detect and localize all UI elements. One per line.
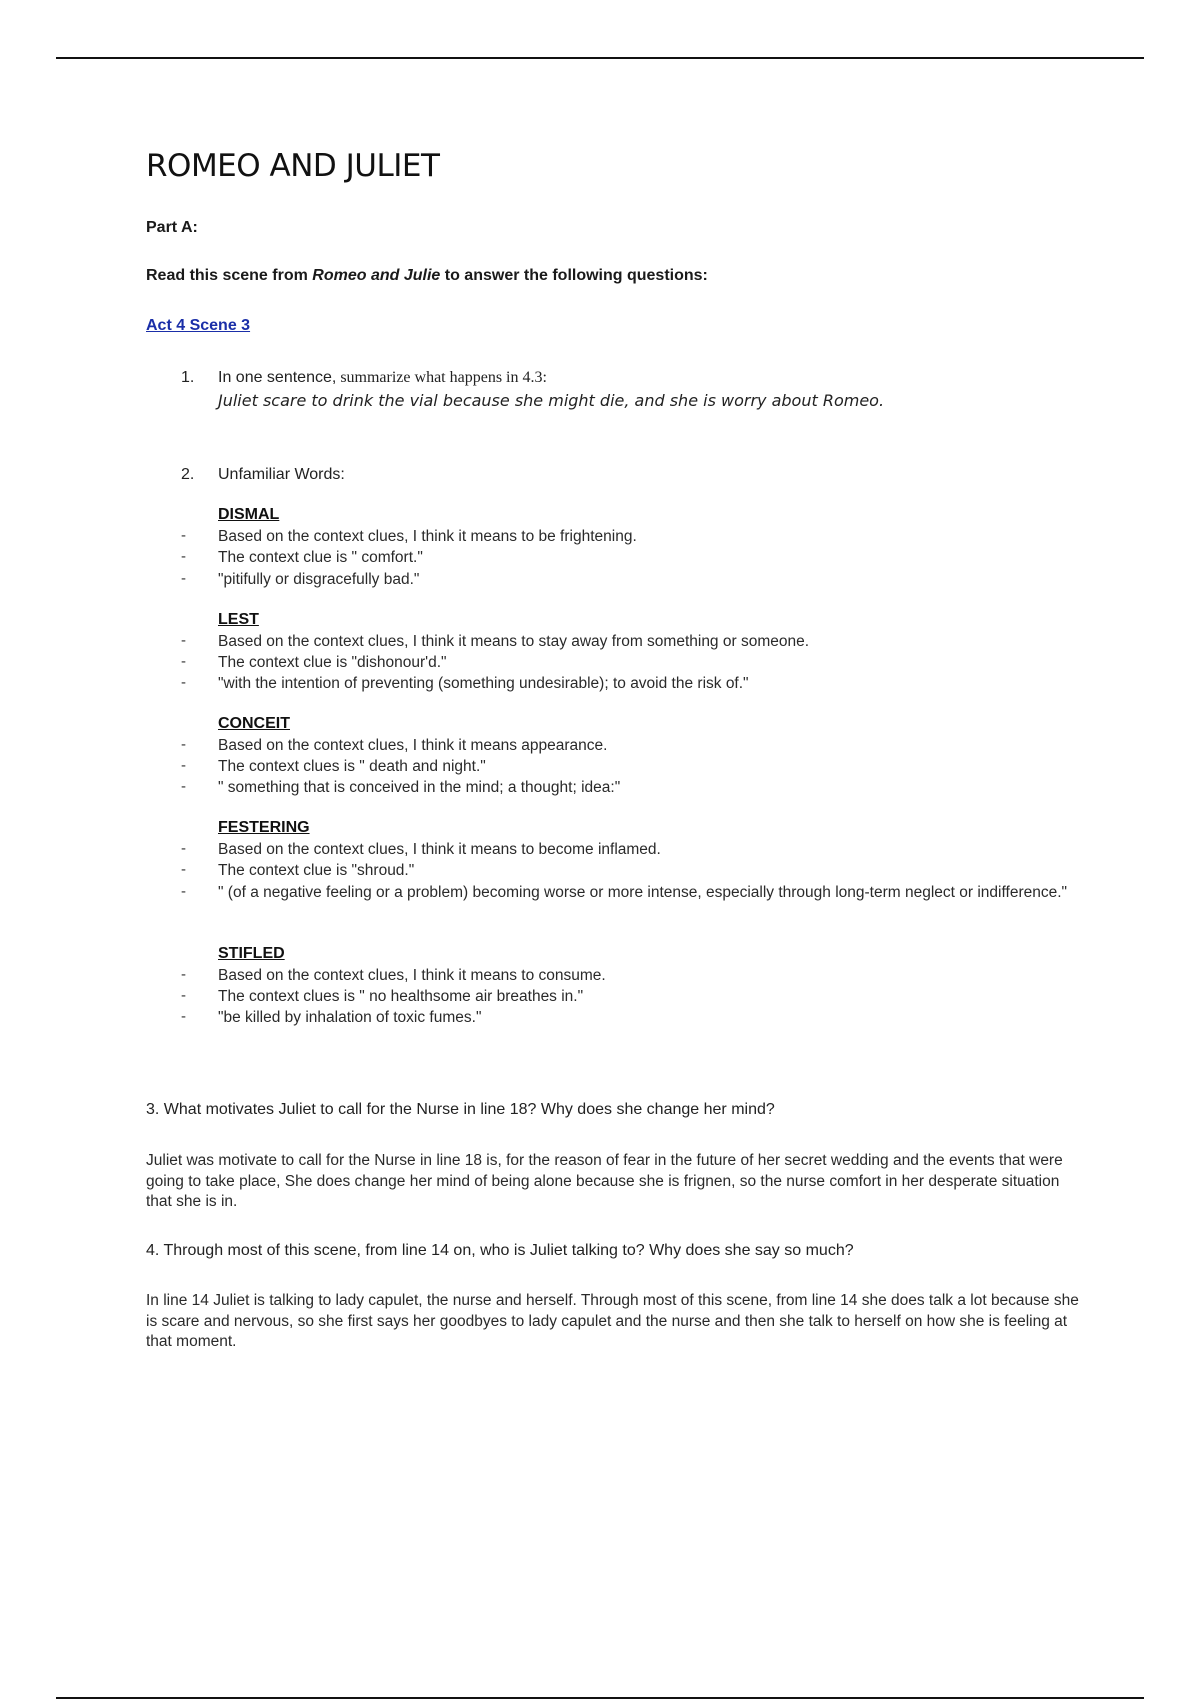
word-bullet: "be killed by inhalation of toxic fumes."	[218, 1009, 482, 1026]
q1-prompt-end: summarize what happens in 4.3:	[336, 369, 547, 386]
word-term: LEST	[218, 611, 259, 628]
q3-answer: Juliet was motivate to call for the Nurse in line 18 is, for the reason of fear in the future of her secret wedding and the events that were going to take place, She does change her mind of being alone because she is frignen, so the nurse comfort in her desperate situation that she is in.	[146, 1152, 1063, 1210]
bullet-dash: -	[181, 883, 186, 900]
bullet-dash: -	[181, 966, 186, 983]
word-term: STIFLED	[218, 945, 285, 962]
word-bullet: The context clues is " death and night."	[218, 758, 486, 775]
q2-prompt: Unfamiliar Words:	[218, 466, 345, 483]
instruction-before: Read this scene from	[146, 267, 313, 284]
bullet-dash: -	[181, 548, 186, 565]
word-term: CONCEIT	[218, 715, 290, 732]
word-bullet: The context clue is "shroud."	[218, 862, 415, 879]
word-bullet: " (of a negative feeling or a problem) becoming worse or more intense, especially through long-term neglect or indifference."	[218, 884, 1068, 901]
bullet-dash: -	[181, 861, 186, 878]
document-title: ROMEO AND JULIET	[146, 148, 440, 184]
word-bullet: Based on the context clues, I think it means to stay away from something or someone.	[218, 633, 810, 650]
word-term: FESTERING	[218, 819, 310, 836]
word-bullet: The context clue is "dishonour'd."	[218, 654, 447, 671]
word-bullet: " something that is conceived in the mind; a thought; idea:"	[218, 779, 621, 796]
bottom-rule	[56, 1697, 1144, 1699]
instruction	[146, 267, 708, 285]
word-bullet: Based on the context clues, I think it means appearance.	[218, 737, 608, 754]
instruction-work-title: Romeo and Julie	[312, 267, 441, 284]
bullet-dash: -	[181, 757, 186, 774]
bullet-dash: -	[181, 778, 186, 795]
bullet-dash: -	[181, 987, 186, 1004]
q4-answer: In line 14 Juliet is talking to lady capulet, the nurse and herself. Through most of this scene, from line 14 she does talk a lot because she is scare and nervous, so she first says her goodbyes to lady capulet and the nurse and then she talk to herself on how she is feeling at that moment.	[146, 1292, 1079, 1350]
bullet-dash: -	[181, 840, 186, 857]
word-term: DISMAL	[218, 506, 280, 523]
bullet-dash: -	[181, 527, 186, 544]
bullet-dash: -	[181, 736, 186, 753]
q2-number: 2.	[181, 466, 195, 483]
part-label: Part A:	[146, 219, 198, 236]
word-bullet: The context clue is " comfort."	[218, 549, 423, 566]
word-bullet: Based on the context clues, I think it means to be frightening.	[218, 528, 637, 545]
q1-answer: Juliet scare to drink the vial because she might die, and she is worry about Romeo.	[218, 391, 885, 410]
word-bullet: The context clues is " no healthsome air breathes in."	[218, 988, 584, 1005]
q1-prompt-start: In one sentence,	[218, 369, 337, 386]
q3-question: 3. What motivates Juliet to call for the Nurse in line 18? Why does she change her mind?	[146, 1101, 775, 1118]
bullet-dash: -	[181, 570, 186, 587]
word-bullet: Based on the context clues, I think it means to become inflamed.	[218, 841, 661, 858]
word-bullet: "pitifully or disgracefully bad."	[218, 571, 420, 588]
q1-prompt	[218, 369, 547, 387]
top-rule	[56, 57, 1144, 59]
q4-question: 4. Through most of this scene, from line 14 on, who is Juliet talking to? Why does she say so much?	[146, 1242, 854, 1259]
bullet-dash: -	[181, 1008, 186, 1025]
q1-number: 1.	[181, 369, 195, 386]
word-bullet: "with the intention of preventing (something undesirable); to avoid the risk of."	[218, 675, 749, 692]
word-bullet: Based on the context clues, I think it means to consume.	[218, 967, 606, 984]
bullet-dash: -	[181, 674, 186, 691]
instruction-after: to answer the following questions:	[440, 267, 708, 284]
bullet-dash: -	[181, 632, 186, 649]
scene-link[interactable]: Act 4 Scene 3	[146, 317, 251, 334]
bullet-dash: -	[181, 653, 186, 670]
